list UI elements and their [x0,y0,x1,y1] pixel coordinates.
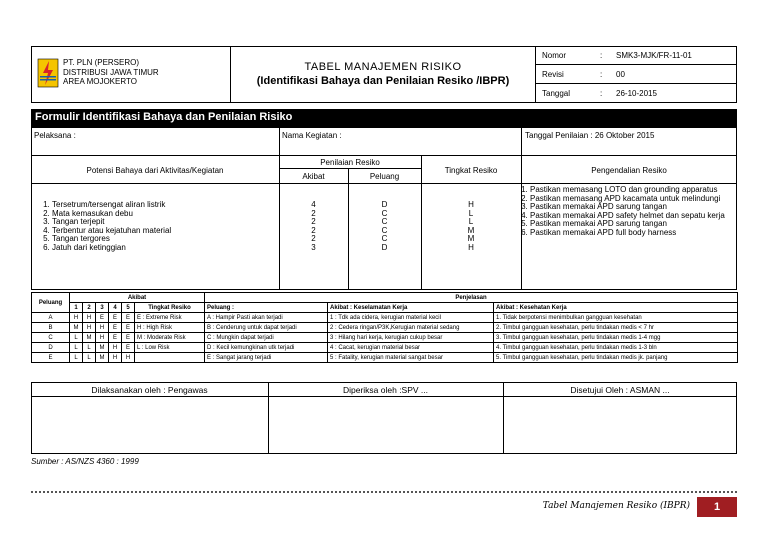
matrix-tingkat-desc: L : Low Risk [135,343,205,353]
signature-disetujui: Disetujui Oleh : ASMAN ... [570,385,670,395]
document-title: TABEL MANAJEMEN RISIKO [304,61,462,73]
matrix-tingkat-header: Tingkat Resiko [135,303,205,313]
matrix-kes-desc: 3. Timbul gangguan kesehatan, perlu tindakan medis 1-4 mgg [494,333,738,343]
peluang-value: C [381,217,388,226]
risk-matrix [31,292,737,363]
matrix-cell: M [96,343,109,353]
company-block [31,46,231,103]
hazard-list [34,201,274,252]
matrix-row [32,313,738,323]
meta-label: Tanggal [542,89,571,98]
control-item: 5. Pastikan memakai APD sarung tangan [530,220,734,229]
akibat-value: 4 [311,200,316,209]
matrix-cell: E [109,333,122,343]
matrix-peluang-desc: D : Kecil kemungkinan utk terjadi [205,343,328,353]
matrix-penjelasan-header: Penjelasan [205,293,738,303]
matrix-peluang-label: D [32,343,70,353]
pelaksana-field: Pelaksana : [34,131,76,140]
akibat-value: 3 [311,242,316,252]
col-akibat-header: Akibat [302,172,325,181]
peluang-value: C [381,225,388,235]
page-number: 1 [713,501,721,513]
akibat-values [279,201,348,252]
matrix-k3-desc: 3 : Hilang hari kerja, kerugian cukup besar [328,333,494,343]
matrix-peluang-label: C [32,333,70,343]
footer-divider [31,491,737,493]
source-note: Sumber : AS/NZS 4360 : 1999 [31,457,139,466]
hazard-item: 3. Tangan terjepit [52,218,274,227]
meta-value: SMK3-MJK/FR-11-01 [616,51,692,60]
hazard-item: 6. Jatuh dari ketinggian [52,244,274,253]
matrix-peluang-desc: B : Cenderung untuk dapat terjadi [205,323,328,333]
company-line-1: PT. PLN (PERSERO) [63,58,140,67]
matrix-cell: E [122,313,135,323]
matrix-kes-desc: 4. Timbul gangguan kesehatan, perlu tindakan medis 1-3 bln [494,343,738,353]
matrix-akibat-col: 1 [70,303,83,313]
meta-sep: : [600,51,603,60]
peluang-value: C [381,208,388,218]
matrix-cell: L [70,333,83,343]
matrix-tingkat-desc [135,353,205,363]
tingkat-value: M [467,234,475,243]
matrix-cell: E [122,343,135,353]
akibat-value: 2 [311,234,316,243]
matrix-akibat-kes-sub: Akibat : Kesehatan Kerja [494,303,738,313]
hazard-item: 4. Terbentur atau kejatuhan material [52,227,274,236]
matrix-cell: H [83,313,96,323]
col-penilaian-header: Penilaian Resiko [320,158,380,167]
matrix-cell: M [83,333,96,343]
control-item: 6. Pastikan memakai APD full body harness [530,229,734,238]
matrix-kes-desc: 1. Tidak berpotensi menimbulkan gangguan kesehatan [494,313,738,323]
matrix-k3-desc: 1 : Tdk ada cidera, kerugian material kecil [328,313,494,323]
nama-kegiatan-field: Nama Kegiatan : [282,131,342,140]
matrix-kes-desc: 5. Timbul gangguan kesehatan, perlu tindakan medis jk. panjang [494,353,738,363]
peluang-value: D [381,242,388,252]
matrix-cell: H [109,343,122,353]
pln-logo [37,58,59,88]
matrix-tingkat-desc: H : High Risk [135,323,205,333]
company-name [63,58,228,87]
tingkat-value: L [468,217,474,226]
matrix-cell: L [83,343,96,353]
control-item: 4. Pastikan memakai APD safety helmet dan sepatu kerja [530,212,734,221]
matrix-cell: E [122,323,135,333]
tingkat-value: H [468,200,474,209]
meta-label: Nomor [542,51,567,60]
matrix-peluang-label: B [32,323,70,333]
matrix-peluang-desc: C : Mungkin dapat terjadi [205,333,328,343]
peluang-values [348,201,421,252]
matrix-akibat-col: 5 [122,303,135,313]
peluang-value: C [381,234,388,243]
matrix-peluang-sub: Peluang : [205,303,328,313]
document-meta [536,46,737,103]
matrix-akibat-col: 3 [96,303,109,313]
hazard-item: 1. Tersetrum/tersengat aliran listrik [52,201,274,210]
matrix-cell: H [122,353,135,363]
company-line-2: DISTRIBUSI JAWA TIMUR [63,67,159,77]
matrix-cell: H [96,333,109,343]
matrix-akibat-k3-sub: Akibat : Keselamatan Kerja [328,303,494,313]
matrix-kes-desc: 2. Timbul gangguan kesehatan, perlu tindakan medis < 7 hr [494,323,738,333]
col-peluang-header: Peluang [369,172,400,181]
document-subtitle: (Identifikasi Bahaya dan Penilaian Resiko /IBPR) [256,75,510,87]
signature-diperiksa: Diperiksa oleh :SPV ... [342,385,429,395]
col-pengendalian-header: Pengendalian Resiko [591,166,667,175]
meta-row-revisi [536,65,737,84]
matrix-k3-desc: 4 : Cacat, kerugian material besar [328,343,494,353]
matrix-cell: E [109,323,122,333]
company-line-3: AREA MOJOKERTO [63,77,137,86]
matrix-row [32,343,738,353]
matrix-peluang-header: Peluang [32,293,70,313]
matrix-row [32,333,738,343]
tanggal-penilaian-field: Tanggal Penilaian : 26 Oktober 2015 [525,131,655,140]
matrix-cell: L [70,353,83,363]
tingkat-values [421,201,521,252]
meta-row-nomor [536,46,737,65]
meta-row-tanggal [536,84,737,103]
matrix-cell: L [70,343,83,353]
hazard-item: 2. Mata kemasukan debu [52,210,274,219]
peluang-value: D [381,200,388,209]
meta-value: 26-10-2015 [616,89,657,98]
form-title: Formulir Identifikasi Bahaya dan Penilaian Risiko [31,109,737,127]
meta-sep: : [600,89,603,98]
matrix-cell: H [83,323,96,333]
control-item: 2. Pastikan memasang APD kacamata untuk melindungi [530,195,734,204]
matrix-cell: H [96,323,109,333]
matrix-cell: E [122,333,135,343]
document-title-block [231,46,536,103]
matrix-peluang-desc: E : Sangat jarang terjadi [205,353,328,363]
signature-dilaksanakan: Dilaksanakan oleh : Pengawas [91,385,208,395]
akibat-value: 2 [311,208,316,218]
page-number-badge [697,497,737,517]
footer-doc-name: Tabel Manajemen Resiko (IBPR) [542,501,690,511]
hazard-item: 5. Tangan tergores [52,235,274,244]
control-item: 3. Pastikan memakai APD sarung tangan [530,203,734,212]
col-tingkat-header: Tingkat Resiko [444,166,498,175]
matrix-row [32,353,738,363]
matrix-cell: E [96,313,109,323]
control-list [512,186,734,238]
matrix-tingkat-desc: E : Extreme Risk [135,313,205,323]
matrix-cell: M [96,353,109,363]
matrix-tingkat-desc: M : Moderate Risk [135,333,205,343]
meta-value: 00 [616,70,625,79]
matrix-row [32,323,738,333]
matrix-peluang-label: E [32,353,70,363]
matrix-cell: E [109,313,122,323]
matrix-k3-desc: 5 : Fatality, kerugian material sangat besar [328,353,494,363]
matrix-k3-desc: 2 : Cedera ringan/P3K,Kerugian material sedang [328,323,494,333]
tingkat-value: H [468,242,474,252]
meta-label: Revisi [542,70,564,79]
risk-matrix-table [31,292,738,363]
matrix-cell: L [83,353,96,363]
meta-sep: : [600,70,603,79]
akibat-value: 2 [311,217,316,226]
matrix-akibat-col: 4 [109,303,122,313]
matrix-akibat-col: 2 [83,303,96,313]
matrix-cell: H [109,353,122,363]
matrix-cell: M [70,323,83,333]
matrix-akibat-header: Akibat [70,293,205,303]
matrix-peluang-label: A [32,313,70,323]
akibat-value: 2 [311,225,316,235]
matrix-peluang-desc: A : Hampir Pasti akan terjadi [205,313,328,323]
tingkat-value: M [467,225,475,235]
col-potensi-header: Potensi Bahaya dari Aktivitas/Kegiatan [86,166,224,175]
tingkat-value: L [468,208,474,218]
matrix-cell: H [70,313,83,323]
control-item: 1. Pastikan memasang LOTO dan grounding apparatus [530,186,734,195]
